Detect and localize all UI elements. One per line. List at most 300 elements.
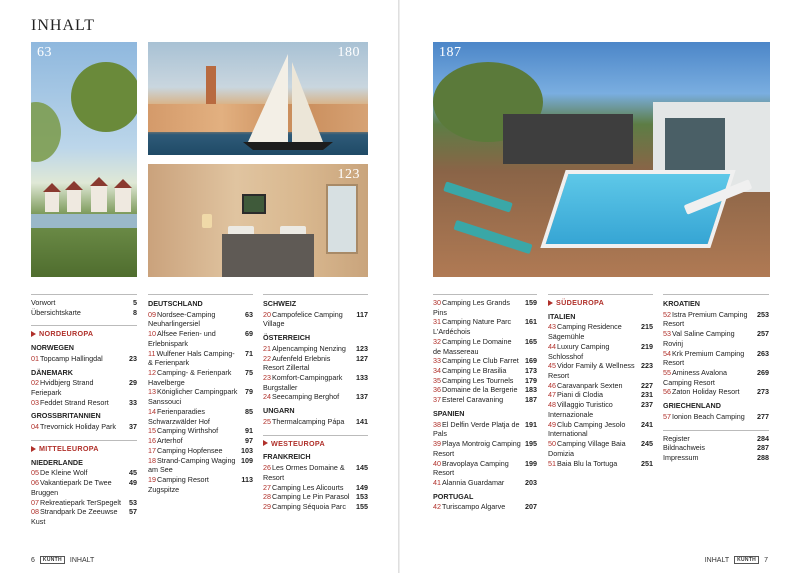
entry-title: Camping Séquoia Parc [272,501,346,511]
entry-page: 237 [641,400,653,410]
entry-number: 43 [548,322,556,332]
jib-sail [292,62,323,142]
entry-page: 57 [129,507,137,517]
entry-number: 09 [148,309,156,319]
region-label: NORDEUROPA [39,329,94,339]
entry-page: 69 [245,329,253,339]
entry-page: 253 [757,309,769,319]
entry-name [433,356,521,366]
entry-page: 45 [129,468,137,478]
entry-number: 13 [148,387,156,397]
photo-page-number: 180 [337,45,360,60]
sailboat-graphic [148,42,368,155]
entry-number: 38 [433,419,441,429]
entry-number: 55 [663,368,671,378]
entry-number: 36 [433,385,441,395]
entry-number: 35 [433,375,441,385]
country-heading: PORTUGAL [433,491,474,501]
index-entry[interactable] [548,361,653,380]
entry-number: 12 [148,368,156,378]
entry-title: Camping Le Pin Parasol [272,492,350,502]
entry-name [663,329,753,348]
index-entry[interactable] [663,443,769,453]
index-entry[interactable] [663,349,769,368]
entry-number: 44 [548,341,556,351]
entry-page: 97 [245,436,253,446]
entry-title: Hvidbjerg Strand Feriepark [31,378,94,398]
entry-title: Vorwort [31,298,56,307]
photo-bedroom[interactable] [148,164,368,277]
entry-number: 27 [263,482,271,492]
entry-name [548,361,637,380]
index-entry[interactable] [31,478,137,497]
entry-number: 57 [663,411,671,421]
divider [31,294,137,295]
entry-page: 203 [525,477,537,487]
divider [148,294,253,295]
entry-name [263,463,352,482]
index-entry[interactable] [148,407,253,426]
index-entry[interactable] [548,400,653,419]
entry-name [663,387,753,397]
spacer [31,432,137,440]
spacer [663,422,769,430]
entry-name [148,446,237,456]
entry-page: 165 [525,336,537,346]
entry-name [263,392,352,402]
swimming-pool [540,170,735,248]
entry-page: 269 [757,368,769,378]
entry-page: 117 [356,309,368,319]
entry-title: Piani di Clodia [557,390,603,400]
entry-number: 23 [263,373,271,383]
entry-name [31,478,125,497]
entry-page: 85 [245,406,253,416]
index-entry[interactable] [663,434,769,444]
index-entry[interactable] [148,368,253,387]
divider [31,325,137,326]
region-heading [31,444,137,454]
region-heading [31,329,137,339]
entry-number: 18 [148,455,156,465]
country-heading: UNGARN [263,406,295,416]
house [45,192,59,212]
index-column-6 [663,294,769,463]
entry-name [433,478,521,488]
entry-number: 26 [263,463,271,473]
entry-page: 149 [356,482,368,492]
entry-page: 91 [245,426,253,436]
index-entry[interactable] [433,439,537,458]
entry-page: 63 [245,309,253,319]
entry-name [148,407,241,426]
entry-name [148,426,241,436]
footer-right [705,556,768,564]
index-entry[interactable] [433,366,537,376]
index-entry[interactable] [263,492,368,502]
entry-page: 155 [356,501,368,511]
entry-title: Camping Village Baia Domizia [548,439,626,458]
index-entry[interactable] [263,373,368,392]
entry-name [31,422,125,432]
entry-name [548,400,637,419]
entry-name [548,322,637,341]
entry-page: 287 [757,443,769,453]
entry-page: 75 [245,368,253,378]
entry-number: 28 [263,492,271,502]
divider [433,294,537,295]
house-roof [90,177,108,186]
index-column-4 [433,294,537,512]
entry-page: 219 [641,341,653,351]
entry-name [263,502,352,512]
entry-number: 46 [548,380,556,390]
entry-title: Camping Les Tournels [442,375,514,385]
index-entry[interactable] [148,436,253,446]
entry-page: 103 [241,445,253,455]
region-triangle-icon [31,331,36,337]
entry-page: 8 [133,307,137,317]
index-entry[interactable] [31,422,137,432]
index-entry[interactable] [548,381,653,391]
entry-page: 273 [757,387,769,397]
entry-name [433,337,521,356]
entry-title: Alannia Guardamar [442,477,505,487]
entry-name [548,390,637,400]
entry-number: 16 [148,436,156,446]
entry-number: 07 [31,497,39,507]
entry-number: 22 [263,353,271,363]
index-entry[interactable] [433,298,537,317]
entry-number: 54 [663,348,671,358]
entry-name [31,398,125,408]
index-entry[interactable] [263,417,368,427]
entry-name [148,329,241,348]
index-entry[interactable] [433,459,537,478]
publisher-logo: KUNTH [734,556,759,564]
entry-title: Alpencamping Nenzing [272,343,346,353]
boat-hull [243,142,333,150]
country-heading: ITALIEN [548,311,576,321]
entry-number: 47 [548,390,556,400]
entry-number: 45 [548,361,556,371]
entry-title: Club Camping Jesolo International [548,419,626,439]
entry-title: Camping Nature Parc L'Ardéchois [433,317,512,337]
index-entry[interactable] [433,502,537,512]
index-entry[interactable] [148,446,253,456]
entry-page: 29 [129,378,137,388]
index-entry[interactable] [31,468,137,478]
entry-page: 153 [356,492,368,502]
entry-title: Alfsee Ferien- und Erlebnispark [148,329,216,348]
country-heading: FRANKREICH [263,452,311,462]
index-entry[interactable] [433,478,537,488]
index-entry[interactable] [663,310,769,329]
entry-number: 31 [433,317,441,327]
entry-title: Aufenfeld Erlebnis Resort Zillertal [263,353,331,373]
entry-number: 40 [433,458,441,468]
divider [548,294,653,295]
entry-name [31,498,125,508]
entry-title: Königlicher Campingpark Sanssouci [148,387,238,407]
entry-name [148,310,241,329]
index-entry[interactable] [263,463,368,482]
index-entry[interactable] [663,453,769,463]
mainsail [248,54,288,142]
entry-name [31,378,125,397]
entry-title: Camping Residence Sägemühle [548,322,622,342]
page-number: 7 [764,556,768,564]
entry-title: Vakantiepark De Twee Bruggen [31,478,112,497]
entry-page: 123 [356,343,368,353]
entry-page: 109 [241,455,253,465]
index-entry[interactable] [263,354,368,373]
entry-title: Bravoplaya Camping Resort [433,458,509,478]
entry-title: Arterhof [157,436,183,446]
index-column-2 [148,294,253,494]
entry-title: Villaggio Turistico Internazionale [548,400,613,419]
index-entry[interactable] [148,349,253,368]
entry-number: 14 [148,406,156,416]
region-triangle-icon [548,300,553,306]
entry-page: 49 [129,478,137,488]
entry-page: 23 [129,353,137,363]
entry-title: Rekreatiepark TerSpegelt [40,497,121,507]
index-entry[interactable] [31,308,137,318]
entry-page: 257 [757,329,769,339]
entry-number: 19 [148,474,156,484]
entry-name [31,354,125,364]
photo-holiday-village[interactable] [31,42,137,277]
entry-number: 29 [263,501,271,511]
entry-page: 277 [757,411,769,421]
entry-name [663,349,753,368]
tree-foliage [71,62,137,132]
entry-title: Camping Wirthshof [157,426,219,436]
index-entry[interactable] [548,322,653,341]
country-heading: GRIECHENLAND [663,401,721,411]
entry-number: 30 [433,298,441,307]
entry-number: 42 [433,502,441,512]
entry-number: 17 [148,445,156,455]
entry-name [663,412,753,422]
index-entry[interactable] [263,483,368,493]
index-entry[interactable] [263,392,368,402]
entry-title: Zaton Holiday Resort [672,387,740,397]
entry-name [433,376,521,386]
entry-title: Camping Les Grands Pins [433,298,510,317]
index-entry[interactable] [433,337,537,356]
entry-page: 251 [641,458,653,468]
index-entry[interactable] [663,368,769,387]
entry-name [148,456,237,475]
index-entry[interactable] [31,298,137,308]
entry-name [263,492,352,502]
photo-sailboat[interactable] [148,42,368,155]
index-entry[interactable] [148,456,253,475]
entry-title: Wulfener Hals Camping- & Ferienpark [148,348,235,368]
index-entry[interactable] [148,329,253,348]
entry-page: 284 [757,433,769,443]
entry-title: Caravanpark Sexten [557,380,623,390]
entry-name [548,439,637,458]
entry-name [663,368,753,387]
entry-page: 199 [525,458,537,468]
region-heading [548,298,653,308]
index-entry[interactable] [548,420,653,439]
house [67,190,81,212]
entry-title: Playa Montroig Camping Resort [433,439,521,458]
entry-page: 263 [757,348,769,358]
index-entry[interactable] [263,502,368,512]
index-entry[interactable] [263,310,368,329]
entry-title: Aminess Avalona Camping Resort [663,368,728,387]
index-entry[interactable] [148,426,253,436]
index-entry[interactable] [433,317,537,336]
region-label: MITTELEUROPA [39,443,99,453]
entry-name [433,502,521,512]
entry-page: 231 [641,390,653,400]
index-entry[interactable] [663,387,769,397]
entry-name [148,368,241,387]
divider [263,294,368,295]
entry-number: 32 [433,336,441,346]
entry-title: Strandpark De Zeeuwse Kust [31,507,118,526]
index-entry[interactable] [433,395,537,405]
entry-name [263,344,352,354]
index-entry[interactable] [31,498,137,508]
entry-number: 33 [433,356,441,366]
index-entry[interactable] [148,310,253,329]
entry-page: 37 [129,422,137,432]
entry-title: Trevornick Holiday Park [40,422,117,432]
index-entry[interactable] [31,507,137,526]
entry-title: Turiscampo Algarve [442,502,506,512]
entry-page: 53 [129,497,137,507]
footer-label: INHALT [704,556,730,564]
entry-number: 39 [433,439,441,449]
wall-picture [242,194,266,214]
index-entry[interactable] [433,385,537,395]
entry-number: 02 [31,378,39,388]
entry-name [548,381,637,391]
house [115,188,131,212]
entry-number: 41 [433,477,441,487]
entry-page: 169 [525,356,537,366]
house-roof [65,181,83,190]
entry-title: Baia Blu la Tortuga [557,458,618,468]
entry-title: Val Saline Camping Rovinj [663,329,735,348]
index-entry[interactable] [548,459,653,469]
entry-name [148,349,241,368]
entry-name [31,468,125,478]
index-entry[interactable] [663,412,769,422]
entry-page: 179 [525,375,537,385]
index-entry[interactable] [433,356,537,366]
entry-page: 173 [525,366,537,376]
entry-number: 37 [433,395,441,405]
country-heading: SPANIEN [433,408,465,418]
index-entry[interactable] [31,354,137,364]
photo-page-number: 187 [439,45,462,60]
footer-left [31,556,94,564]
entry-title: Krk Premium Camping Resort [663,348,745,368]
entry-title: El Delfin Verde Platja de Pals [433,419,520,439]
entry-page: 241 [641,419,653,429]
entry-title: Camping Le Domaine de Massereau [433,336,512,356]
entry-page: 113 [241,474,253,484]
entry-page: 195 [525,439,537,449]
index-entry[interactable] [433,420,537,439]
entry-name [433,459,521,478]
country-heading: GROSSBRITANNIEN [31,411,101,421]
entry-page: 5 [133,298,137,307]
spacer [263,427,368,435]
entry-number: 53 [663,329,671,339]
entry-title: Camping- & Ferienpark Havelberge [148,368,232,387]
country-heading: SCHWEIZ [263,299,297,308]
index-entry[interactable] [433,376,537,386]
entry-number: 52 [663,309,671,319]
region-label: SÜDEUROPA [556,298,605,307]
entry-number: 11 [148,348,156,358]
entry-title: Domaine de la Bergerie [442,385,518,395]
photo-page-number: 63 [37,45,52,60]
divider [663,430,769,431]
region-triangle-icon [263,440,268,446]
index-entry[interactable] [263,344,368,354]
photo-pool-villa[interactable] [433,42,770,277]
country-heading: DÄNEMARK [31,367,73,377]
region-heading [263,439,368,449]
entry-page: 127 [356,353,368,363]
entry-name [148,387,241,406]
entry-number: 03 [31,397,39,407]
entry-name [433,385,521,395]
entry-number: 08 [31,507,39,517]
entry-number: 49 [548,419,556,429]
publisher-logo: KUNTH [40,556,65,564]
index-entry[interactable] [663,329,769,348]
entry-title: Camping Le Club Farret [442,356,519,366]
entry-number: 50 [548,439,556,449]
index-entry[interactable] [548,439,653,458]
photo-page-number: 123 [337,167,360,182]
entry-title: Camping Resort Zugspitze [148,474,209,494]
entry-name [263,310,352,329]
entry-name [263,483,352,493]
country-heading: NIEDERLANDE [31,457,83,467]
page-heading: INHALT [31,17,96,34]
index-entry[interactable] [148,475,253,494]
index-column-1 [31,294,137,527]
window [326,184,358,254]
entry-title: Übersichtskarte [31,307,81,317]
entry-title: Ionion Beach Camping [672,411,745,421]
entry-number: 20 [263,309,271,319]
entry-page: 161 [525,317,537,327]
sun-lounger [453,220,532,254]
house-roof [114,179,132,188]
index-entry[interactable] [548,390,653,400]
entry-title: Topcamp Hallingdal [40,353,103,363]
index-entry[interactable] [31,378,137,397]
index-entry[interactable] [548,342,653,361]
index-entry[interactable] [148,387,253,406]
entry-title: Camping Les Alicourts [272,482,344,492]
entry-page: 215 [641,322,653,332]
index-entry[interactable] [31,398,137,408]
